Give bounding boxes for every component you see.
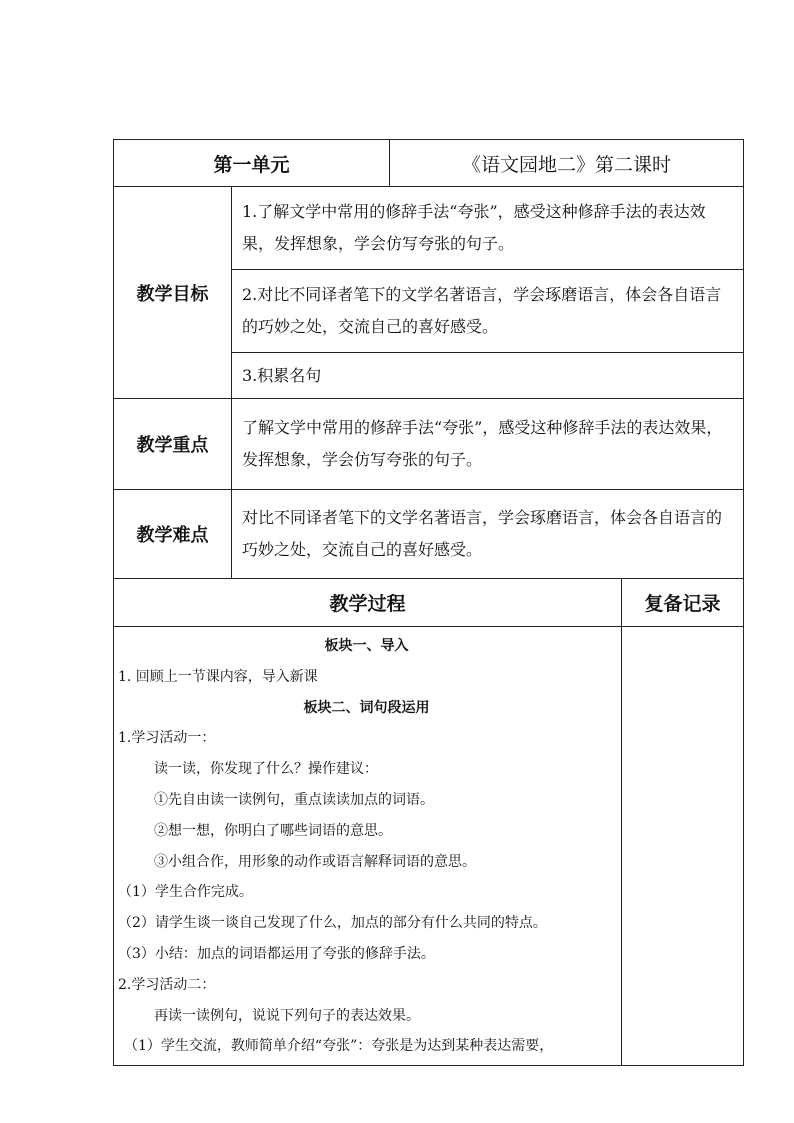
- process-line: （2）请学生谈一谈自己发现了什么，加点的部分有什么共同的特点。: [118, 915, 547, 932]
- process-line: 再读一读例句，说说下列句子的表达效果。: [154, 1007, 420, 1024]
- difficulties-row: [114, 490, 744, 579]
- process-line: ③小组合作，用形象的动作或语言解释词语的意思。: [154, 853, 476, 870]
- header-row: [114, 140, 744, 187]
- process-content: [114, 627, 622, 1066]
- unit-title: 第一单元: [114, 140, 390, 187]
- difficulties-label: 教学难点: [114, 490, 232, 579]
- goals-label: 教学目标: [114, 187, 232, 399]
- lesson-plan-table: [113, 139, 744, 1066]
- key-points-row: [114, 399, 744, 490]
- goals-row-1: [114, 187, 744, 270]
- goal-item-1: 1.了解文学中常用的修辞手法“夸张”，感受这种修辞手法的表达效果，发挥想象，学会仿写夸张的句子。: [232, 187, 744, 270]
- process-body-row: [114, 627, 744, 1066]
- goal-item-3: 3.积累名句: [232, 353, 744, 399]
- process-line: ①先自由读一读例句，重点读读加点的词语。: [154, 791, 434, 808]
- lesson-title: 《语文园地二》第二课时: [390, 140, 744, 187]
- process-line: （3）小结：加点的词语都运用了夸张的修辞手法。: [118, 945, 435, 962]
- difficulties-text: 对比不同译者笔下的文学名著语言，学会琢磨语言，体会各自语言的巧妙之处，交流自己的喜好感受。: [232, 490, 744, 579]
- section-heading-2: 板块二、词句段运用: [303, 699, 430, 716]
- notes-area: [622, 627, 744, 1066]
- process-line: 读一读，你发现了什么？操作建议：: [154, 761, 378, 778]
- goal-item-2: 2.对比不同译者笔下的文学名著语言，学会琢磨语言，体会各自语言的巧妙之处，交流自己的喜好感受。: [232, 270, 744, 353]
- notes-title: 复备记录: [622, 579, 744, 627]
- key-points-label: 教学重点: [114, 399, 232, 490]
- process-line: ②想一想，你明白了哪些词语的意思。: [154, 822, 392, 839]
- process-line: 1.学习活动一：: [118, 730, 216, 747]
- process-title: 教学过程: [114, 579, 622, 627]
- key-points-text: 了解文学中常用的修辞手法“夸张”，感受这种修辞手法的表达效果，发挥想象，学会仿写夸张的句子。: [232, 399, 744, 490]
- process-line: （1）学生交流，教师简单介绍“夸张”：夸张是为达到某种表达需要，: [124, 1038, 554, 1055]
- process-line: 1. 回顾上一节课内容，导入新课: [118, 668, 318, 685]
- section-heading-1: 板块一、导入: [324, 638, 409, 654]
- process-header-row: [114, 579, 744, 627]
- process-line: 2.学习活动二：: [118, 976, 216, 993]
- process-line: （1）学生合作完成。: [118, 884, 253, 901]
